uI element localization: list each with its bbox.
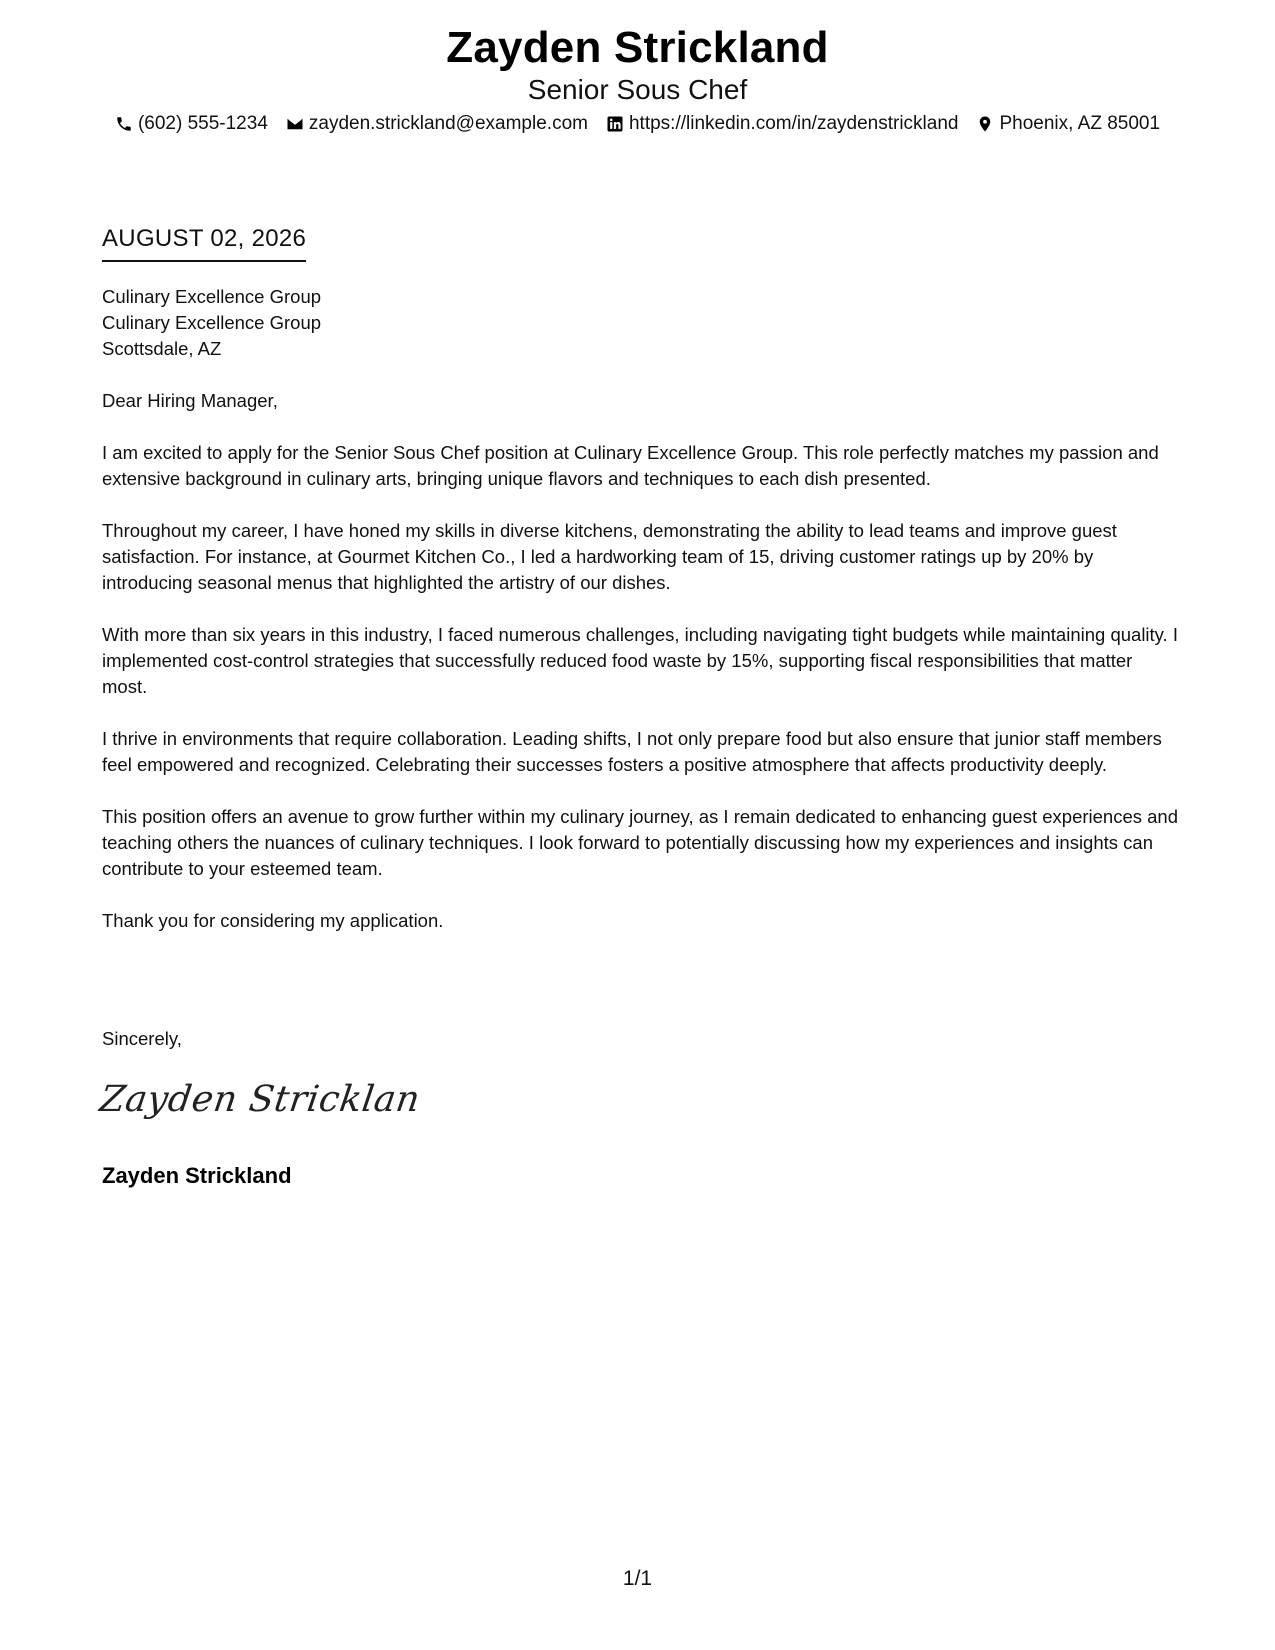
linkedin-text[interactable]: https://linkedin.com/in/zaydenstrickland xyxy=(628,113,959,134)
linkedin-icon xyxy=(606,115,624,133)
signer-name: Zayden Strickland xyxy=(102,1163,292,1188)
map-pin-icon xyxy=(976,115,994,133)
envelope-icon xyxy=(286,115,304,133)
body-paragraph: I am excited to apply for the Senior Sous Chef position at Culinary Excellence Group. This role perfectly matches my passion and extensive background in culinary arts, bringing unique flavors and techniques to each dish presented. xyxy=(102,442,1159,489)
letter-body xyxy=(102,388,1182,960)
phone-icon xyxy=(115,115,133,133)
body-paragraph: With more than six years in this industry, I faced numerous challenges, including navigating tight budgets while maintaining quality. I implemented cost-control strategies that successfully reduced food waste by 15%, supporting fiscal responsibilities that matter most. xyxy=(102,624,1178,697)
phone-text: (602) 555-1234 xyxy=(137,113,268,134)
contact-bar xyxy=(0,112,1275,136)
body-paragraph: Throughout my career, I have honed my skills in diverse kitchens, demonstrating the ability to lead teams and improve guest satisfaction. For instance, at Gourmet Kitchen Co., I led a hardworking team of 15, driving customer ratings up by 20% by introducing seasonal menus that highlighted the artistry of our dishes. xyxy=(102,520,1117,593)
body-paragraph: I thrive in environments that require collaboration. Leading shifts, I not only prepare food but also ensure that junior staff members feel empowered and recognized. Celebrating their successes fosters a positive atmosphere that affects productivity deeply. xyxy=(102,728,1162,775)
page-number: 1/1 xyxy=(622,1567,653,1590)
recipient-block xyxy=(102,284,321,362)
letter-header xyxy=(0,22,1275,106)
contact-phone xyxy=(115,112,268,136)
contact-location xyxy=(976,112,1160,136)
closing: Sincerely, xyxy=(102,1028,182,1049)
contact-linkedin[interactable] xyxy=(606,112,959,136)
applicant-title: Senior Sous Chef xyxy=(527,74,748,105)
contact-email[interactable] xyxy=(286,112,588,136)
recipient-line: Scottsdale, AZ xyxy=(102,338,222,359)
recipient-line: Culinary Excellence Group xyxy=(102,312,322,333)
salutation: Dear Hiring Manager, xyxy=(102,390,278,411)
body-paragraph: Thank you for considering my application. xyxy=(102,910,444,931)
letter-date: AUGUST 02, 2026 xyxy=(102,224,306,262)
body-paragraph: This position offers an avenue to grow further within my culinary journey, as I remain dedicated to enhancing guest experiences and teaching others the nuances of culinary techniques. I look forward to potentially discussing how my experiences and insights can contribute to your esteemed team. xyxy=(102,806,1179,879)
handwritten-signature: Zayden Stricklan xyxy=(97,1079,423,1120)
recipient-line: Culinary Excellence Group xyxy=(102,286,322,307)
email-text[interactable]: zayden.strickland@example.com xyxy=(308,113,588,134)
location-text: Phoenix, AZ 85001 xyxy=(999,113,1161,134)
applicant-name: Zayden Strickland xyxy=(446,23,829,72)
